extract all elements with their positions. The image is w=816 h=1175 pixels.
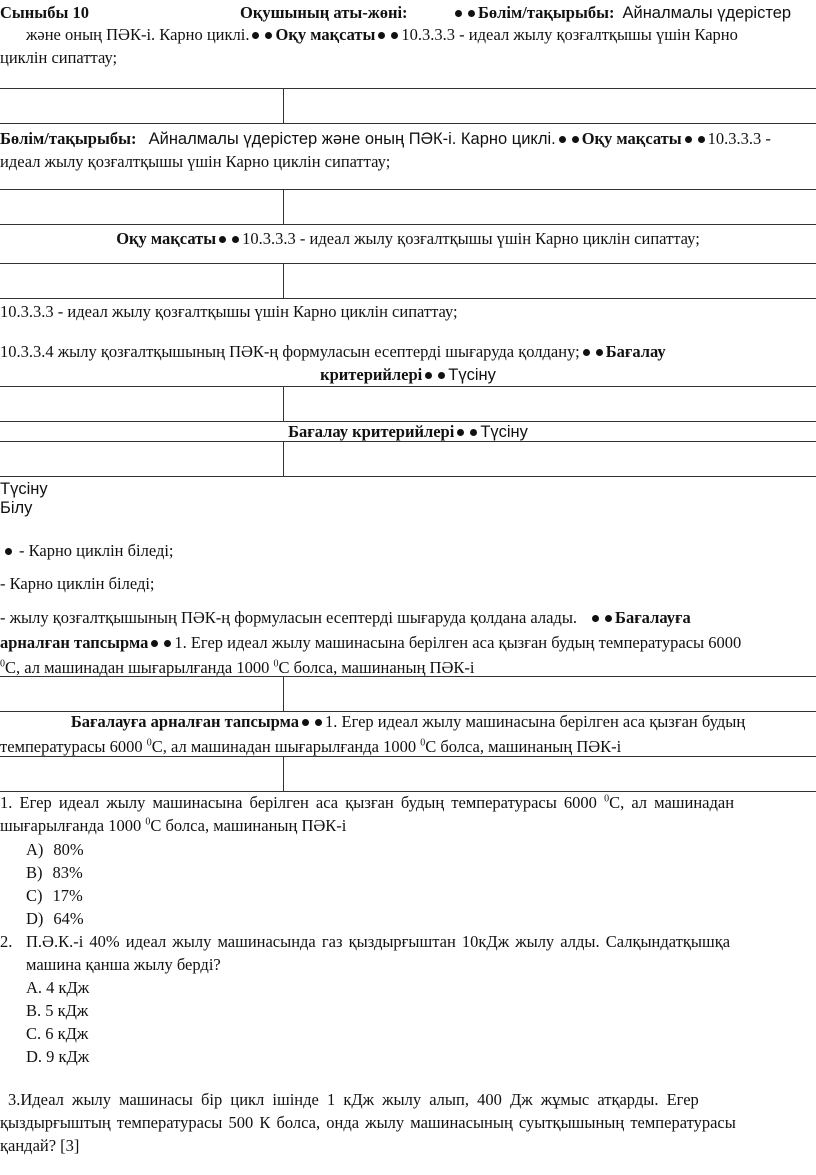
goal-label: Оқу мақсаты	[116, 229, 217, 248]
student-name-label: Оқушының аты-жөні:	[240, 3, 408, 22]
bullet-icon	[698, 136, 705, 143]
option-text: 64%	[53, 909, 84, 928]
empty-table-row	[0, 676, 816, 712]
bullet-icon	[232, 236, 239, 243]
criteria-line	[0, 364, 816, 386]
task-text-a: 1. Егер идеал жылу машинасына берілген аса қызған будың	[324, 712, 746, 731]
criteria-label-b: критерийлері	[320, 365, 423, 384]
goal-label: Оқу мақсаты	[275, 25, 376, 44]
degree-sup: 0	[420, 737, 426, 749]
question-2-line-1: П.Ә.К.-і 40% идеал жылу машинасында газ қыздырғыштан 10кДж жылу алды. Салқындатқышқа	[26, 932, 731, 951]
section-block-line-1	[0, 128, 816, 150]
section-label: Бөлім/тақырыбы:	[0, 129, 137, 148]
task-block-line-2	[0, 736, 816, 758]
task-text-b: температурасы 6000	[0, 737, 143, 756]
option-text: 83%	[52, 863, 83, 882]
goal-item-2-text: 10.3.3.4 жылу қозғалтқышының ПӘК-ң формуласын есептерді шығаруда қолдану;	[0, 342, 580, 361]
degree-sup: 0	[273, 658, 279, 670]
bullet-icon	[470, 429, 477, 436]
q1-option	[26, 885, 83, 907]
bullet-icon	[605, 615, 612, 622]
level-understand: Түсіну	[0, 480, 48, 498]
header-line-2	[26, 24, 816, 46]
question-2-line-2: машина қанша жылу берді?	[26, 955, 221, 974]
section-value: Айналмалы үдерістер және оның ПӘК-і. Карно циклі.	[148, 130, 556, 148]
bullet-icon	[425, 372, 432, 379]
goal-value: 10.3.3.3 -	[707, 129, 771, 148]
bullet-icon	[302, 719, 309, 726]
level-bullet-text: - Карно циклін біледі;	[19, 541, 174, 560]
empty-table-row	[0, 263, 816, 299]
q2-number: 2.	[0, 932, 13, 951]
level-plain-item: - Карно циклін біледі;	[0, 574, 155, 593]
question-3-line-3: қандай? [3]	[0, 1136, 80, 1155]
bullet-icon	[252, 32, 259, 39]
bullet-icon	[592, 615, 599, 622]
bullet-icon	[391, 32, 398, 39]
criteria-label-a: Бағалау	[605, 342, 666, 361]
criteria-value: Түсіну	[480, 423, 528, 441]
q2-option: B. 5 кДж	[26, 1001, 89, 1020]
criteria-value: Түсіну	[448, 366, 496, 384]
option-text: 17%	[52, 886, 83, 905]
q1-option	[26, 839, 84, 861]
bullet-icon	[151, 640, 158, 647]
bullet-icon	[164, 640, 171, 647]
question-1-line-2	[0, 815, 346, 837]
bullet-icon	[378, 32, 385, 39]
table-divider	[283, 757, 284, 791]
question-1-line-1	[0, 792, 816, 814]
table-divider	[283, 190, 284, 224]
bullet-icon	[583, 349, 590, 356]
option-text: 80%	[53, 840, 84, 859]
q1-option	[26, 862, 83, 884]
option-letter: A)	[26, 840, 44, 859]
task-label: Бағалауға арналған тапсырма	[70, 712, 299, 731]
bullet-icon	[438, 372, 445, 379]
goal-label: Оқу мақсаты	[581, 129, 682, 148]
q3-text-1: 3.Идеал жылу машинасы бір цикл ішінде 1 кДж жылу алып, 400 Дж жұмыс атқарды. Егер	[8, 1090, 699, 1109]
task-intro-line-1	[0, 607, 816, 629]
task-intro-line-2	[0, 632, 816, 654]
q1-text-b: С, ал машинадан	[609, 793, 735, 812]
section-label: Бөлім/тақырыбы:	[478, 3, 615, 22]
task-text-c: С, ал машинадан шығарылғанда 1000	[151, 737, 417, 756]
bullet-icon	[685, 136, 692, 143]
empty-table-row	[0, 441, 816, 477]
criteria-block	[0, 421, 816, 443]
goal-block	[0, 228, 816, 250]
option-letter: B)	[26, 863, 43, 882]
bullet-icon	[596, 349, 603, 356]
task-text-b: С, ал машинадан шығарылғанда 1000	[5, 658, 270, 677]
bullet-icon	[572, 136, 579, 143]
criteria-label: Бағалау критерийлері	[288, 422, 455, 441]
empty-table-row	[0, 88, 816, 124]
goal-item-1: 10.3.3.3 - идеал жылу қозғалтқышы үшін Карно циклін сипаттау;	[0, 302, 458, 321]
bullet-icon	[455, 10, 462, 17]
bullet-icon	[265, 32, 272, 39]
section-group	[452, 2, 791, 24]
header-line-3: циклін сипаттау;	[0, 48, 118, 67]
section-value: Айналмалы үдерістер	[622, 4, 792, 22]
question-3-line-2: қыздырғыштың температурасы 500 К болса, онда жылу машинасының суытқышының температурасы	[0, 1113, 736, 1132]
header-line-1	[0, 2, 816, 24]
level-bullet-item	[0, 540, 174, 562]
degree-sup: 0	[0, 658, 5, 670]
table-divider	[283, 387, 284, 421]
task-label-b: арналған тапсырма	[0, 633, 149, 652]
option-letter: D)	[26, 909, 44, 928]
degree-sup: 0	[145, 816, 151, 828]
task-intro-text: - жылу қозғалтқышының ПӘК-ң формуласын есептерді шығаруда қолдана алады.	[0, 608, 578, 627]
q1-text-a: 1. Егер идеал жылу машинасына берілген аса қызған будың температурасы 6000	[0, 793, 597, 812]
degree-sup: 0	[146, 737, 152, 749]
level-know: Білу	[0, 499, 33, 517]
q2-option: A. 4 кДж	[26, 978, 90, 997]
q1-text-d: С болса, машинаның ПӘК-і	[150, 816, 347, 835]
goal-value: 10.3.3.3 - идеал жылу қозғалтқышы үшін Карно циклін сипаттау;	[242, 229, 700, 248]
option-letter: C)	[26, 886, 43, 905]
goal-item-2	[0, 341, 816, 363]
table-divider	[283, 264, 284, 298]
task-label-a: Бағалауға	[615, 608, 691, 627]
q2-option: D. 9 кДж	[26, 1047, 90, 1066]
question-3-line-1	[0, 1089, 816, 1111]
q1-option	[26, 908, 84, 930]
bullet-icon	[219, 236, 226, 243]
empty-table-row	[0, 756, 816, 792]
task-text-d: С болса, машинаның ПӘК-і	[425, 737, 622, 756]
bullet-icon	[457, 429, 464, 436]
empty-table-row	[0, 386, 816, 422]
empty-table-row	[0, 189, 816, 225]
degree-sup: 0	[604, 793, 610, 805]
table-divider	[283, 677, 284, 711]
bullet-icon	[315, 719, 322, 726]
goal-value: 10.3.3.3 - идеал жылу қозғалтқышы үшін Карно	[401, 25, 738, 44]
task-block-line-1	[0, 711, 816, 733]
section-block-line-2: идеал жылу қозғалтқышы үшін Карно циклін сипаттау;	[0, 152, 391, 171]
task-text-c: С болса, машинаның ПӘК-і	[278, 658, 475, 677]
bullet-icon	[5, 548, 12, 555]
class-label: Сыныбы 10	[0, 3, 89, 22]
q1-text-c: шығарылғанда 1000	[0, 816, 142, 835]
table-divider	[283, 442, 284, 476]
bullet-icon	[559, 136, 566, 143]
q2-option: C. 6 кДж	[26, 1024, 89, 1043]
topic-text: және оның ПӘК-і. Карно циклі.	[26, 25, 250, 44]
table-divider	[283, 89, 284, 123]
bullet-icon	[468, 10, 475, 17]
task-text-a: 1. Егер идеал жылу машинасына берілген аса қызған будың температурасы 6000	[174, 633, 742, 652]
